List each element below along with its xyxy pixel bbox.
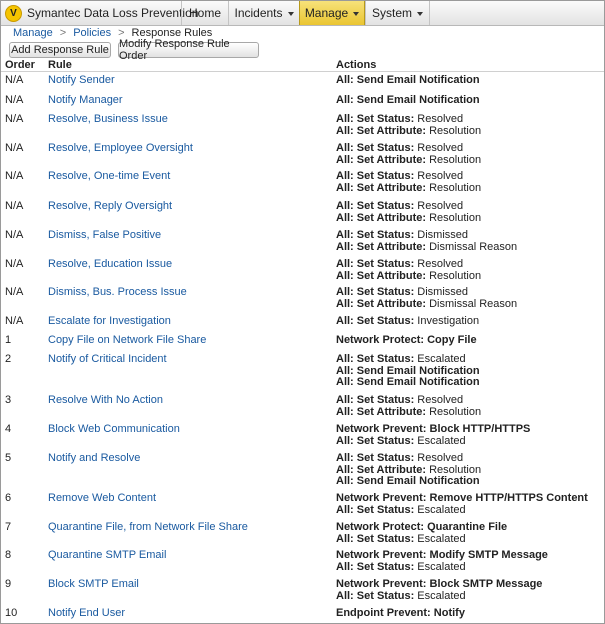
actions-cell <box>336 143 481 166</box>
order-cell: N/A <box>5 200 24 212</box>
order-cell: 6 <box>5 492 12 504</box>
action-label: All: Send Email Notification <box>336 94 480 106</box>
nav-tab-home[interactable] <box>181 1 228 25</box>
action-label: All: Set Attribute: <box>336 181 427 194</box>
action-line <box>336 155 481 167</box>
column-header-order[interactable]: Order <box>5 59 35 71</box>
rule-link[interactable]: Notify Manager <box>48 94 123 106</box>
order-cell: N/A <box>5 113 24 125</box>
rule-link[interactable]: Notify and Resolve <box>48 452 141 464</box>
action-value: Escalated <box>417 503 466 516</box>
actions-cell <box>336 395 481 418</box>
action-label: All: Set Status: <box>336 503 415 516</box>
column-header-actions: Actions <box>336 59 377 71</box>
actions-cell <box>336 95 480 107</box>
rule-link[interactable]: Notify Sender <box>48 74 115 86</box>
action-value: Resolution <box>429 211 482 224</box>
action-line <box>336 299 517 311</box>
actions-cell <box>336 114 481 137</box>
action-value: Dismissed <box>417 229 469 241</box>
action-value: Dismissed <box>417 286 469 298</box>
order-cell: 10 <box>5 607 18 619</box>
action-line <box>336 591 542 603</box>
action-value: Resolved <box>417 113 464 125</box>
action-value: Escalated <box>417 560 466 573</box>
actions-cell <box>336 230 517 253</box>
action-label: Network Prevent: Remove HTTP/HTTPS Content <box>336 492 588 504</box>
action-line <box>336 505 588 517</box>
nav-tab-manage[interactable] <box>299 1 365 25</box>
action-value: Resolved <box>417 170 464 182</box>
action-label: All: Set Status: <box>336 589 415 602</box>
action-label: All: Set Status: <box>336 353 415 365</box>
action-label: All: Set Status: <box>336 315 415 327</box>
actions-cell <box>336 453 481 488</box>
actions-cell <box>336 424 530 447</box>
order-cell: N/A <box>5 74 24 86</box>
order-cell: 5 <box>5 452 12 464</box>
action-line <box>336 316 479 328</box>
actions-cell <box>336 608 465 620</box>
action-label: All: Send Email Notification <box>336 74 480 86</box>
action-label: All: Send Email Notification <box>336 364 480 377</box>
action-label: All: Set Status: <box>336 229 415 241</box>
rule-link[interactable]: Notify End User <box>48 607 126 619</box>
action-line <box>336 608 465 620</box>
order-cell: 7 <box>5 521 12 533</box>
order-cell: N/A <box>5 170 24 182</box>
action-value: Resolution <box>429 124 482 137</box>
action-label: All: Send Email Notification <box>336 475 480 487</box>
action-label: All: Set Status: <box>336 286 415 298</box>
actions-cell <box>336 522 507 545</box>
action-line <box>336 242 517 254</box>
order-cell: 9 <box>5 578 12 590</box>
action-label: All: Send Email Notification <box>336 376 480 388</box>
rule-link[interactable]: Resolve, One-time Event <box>48 170 171 182</box>
actions-cell <box>336 579 542 602</box>
action-value: Resolved <box>417 452 464 464</box>
symantec-logo-icon: V <box>5 5 22 22</box>
order-cell: N/A <box>5 229 24 241</box>
brand-title: Symantec Data Loss Prevention <box>27 6 199 20</box>
action-line <box>336 562 548 574</box>
action-value: Resolved <box>417 142 464 154</box>
breadcrumb-separator: > <box>59 27 67 39</box>
action-label: Endpoint Prevent: Notify <box>336 607 465 619</box>
rule-link[interactable]: Resolve With No Action <box>48 394 163 406</box>
breadcrumb-policies[interactable]: Policies <box>73 27 112 39</box>
nav-tab-incidents[interactable] <box>228 1 299 25</box>
breadcrumb-separator: > <box>118 27 125 39</box>
nav-tab-label: System <box>371 6 412 20</box>
nav-tab-label: Home <box>188 6 221 20</box>
action-label: All: Set Status: <box>336 394 415 406</box>
action-label: All: Set Status: <box>336 452 415 464</box>
action-value: Resolved <box>417 394 464 406</box>
action-label: Network Protect: Quarantine File <box>336 521 508 533</box>
rule-link[interactable]: Block Web Communication <box>48 423 180 435</box>
actions-cell <box>336 550 548 573</box>
action-line <box>336 95 480 107</box>
order-cell: N/A <box>5 94 24 106</box>
brand[interactable] <box>5 1 198 25</box>
breadcrumb-current: Response Rules <box>131 27 213 39</box>
chevron-down-icon <box>353 12 359 16</box>
action-label: Network Prevent: Block SMTP Message <box>336 578 543 590</box>
nav-tab-label: Incidents <box>234 6 283 20</box>
order-cell: N/A <box>5 286 24 298</box>
action-label: All: Set Attribute: <box>336 211 427 224</box>
action-label: All: Set Status: <box>336 258 415 270</box>
action-value: Resolved <box>417 258 464 270</box>
table-header <box>1 59 604 72</box>
action-line <box>336 271 481 283</box>
action-label: All: Set Status: <box>336 113 415 125</box>
action-line <box>336 534 507 546</box>
action-value: Escalated <box>417 532 466 545</box>
actions-cell <box>336 316 479 328</box>
action-line <box>336 377 480 389</box>
action-value: Dismissal Reason <box>429 297 518 310</box>
action-label: All: Set Status: <box>336 560 415 573</box>
order-cell: N/A <box>5 315 24 327</box>
action-value: Resolved <box>417 200 464 212</box>
actions-cell <box>336 354 480 389</box>
action-value: Resolution <box>429 153 482 166</box>
action-label: All: Set Status: <box>336 434 415 447</box>
order-cell: N/A <box>5 142 24 154</box>
order-cell: 8 <box>5 549 12 561</box>
action-label: All: Set Status: <box>336 142 415 154</box>
action-line <box>336 213 481 225</box>
action-line <box>336 436 530 448</box>
actions-cell <box>336 335 477 347</box>
chevron-down-icon <box>288 12 294 16</box>
rule-link[interactable]: Dismiss, False Positive <box>48 229 162 241</box>
action-label: All: Set Attribute: <box>336 240 427 253</box>
action-label: All: Set Status: <box>336 532 415 545</box>
action-label: Network Protect: Copy File <box>336 334 477 346</box>
action-value: Escalated <box>417 434 466 447</box>
rule-link[interactable]: Notify of Critical Incident <box>48 353 167 365</box>
action-label: All: Set Attribute: <box>336 463 427 476</box>
rule-link[interactable]: Copy File on Network File Share <box>48 334 207 346</box>
column-header-rule[interactable]: Rule <box>48 59 72 71</box>
action-label: All: Set Status: <box>336 170 415 182</box>
nav-tab-system[interactable] <box>365 1 430 25</box>
rule-link[interactable]: Resolve, Education Issue <box>48 258 173 270</box>
order-cell: 3 <box>5 394 12 406</box>
action-label: All: Set Status: <box>336 200 415 212</box>
nav-tab-label: Manage <box>304 6 349 20</box>
actions-cell <box>336 201 481 224</box>
action-value: Escalated <box>417 589 466 602</box>
action-label: All: Set Attribute: <box>336 269 427 282</box>
rule-link[interactable]: Quarantine SMTP Email <box>48 549 167 561</box>
rule-link[interactable]: Resolve, Employee Oversight <box>48 142 193 154</box>
actions-cell <box>336 259 481 282</box>
action-line <box>336 126 481 138</box>
top-nav <box>1 1 604 26</box>
action-label: Network Prevent: Modify SMTP Message <box>336 549 548 561</box>
rule-link[interactable]: Resolve, Business Issue <box>48 113 168 125</box>
action-value: Escalated <box>417 353 466 365</box>
action-value: Dismissal Reason <box>429 240 518 253</box>
action-line <box>336 335 477 347</box>
action-value: Resolution <box>429 463 482 476</box>
action-line <box>336 183 481 195</box>
action-label: Network Prevent: Block HTTP/HTTPS <box>336 423 531 435</box>
action-line <box>336 476 481 488</box>
actions-cell <box>336 75 480 87</box>
rule-link[interactable]: Block SMTP Email <box>48 578 139 590</box>
action-value: Investigation <box>417 315 480 327</box>
action-label: All: Set Attribute: <box>336 124 427 137</box>
modify-rule-order-button[interactable]: Modify Response Rule Order <box>118 42 259 58</box>
action-label: All: Set Attribute: <box>336 153 427 166</box>
order-cell: N/A <box>5 258 24 270</box>
chevron-down-icon <box>417 12 423 16</box>
order-cell: 2 <box>5 353 12 365</box>
action-value: Resolution <box>429 181 482 194</box>
actions-cell <box>336 171 481 194</box>
rule-link[interactable]: Resolve, Reply Oversight <box>48 200 173 212</box>
actions-cell <box>336 493 588 516</box>
action-line <box>336 75 480 87</box>
action-label: All: Set Attribute: <box>336 405 427 418</box>
order-cell: 4 <box>5 423 12 435</box>
breadcrumb-manage[interactable]: Manage <box>13 27 53 39</box>
rule-link[interactable]: Dismiss, Bus. Process Issue <box>48 286 187 298</box>
rule-link[interactable]: Escalate for Investigation <box>48 315 171 327</box>
action-line <box>336 407 481 419</box>
action-label: All: Set Attribute: <box>336 297 427 310</box>
action-value: Resolution <box>429 405 482 418</box>
order-cell: 1 <box>5 334 12 346</box>
add-response-rule-button[interactable]: Add Response Rule <box>9 42 111 58</box>
action-value: Resolution <box>429 269 482 282</box>
rule-link[interactable]: Quarantine File, from Network File Share <box>48 521 248 533</box>
actions-cell <box>336 287 517 310</box>
rule-link[interactable]: Remove Web Content <box>48 492 157 504</box>
